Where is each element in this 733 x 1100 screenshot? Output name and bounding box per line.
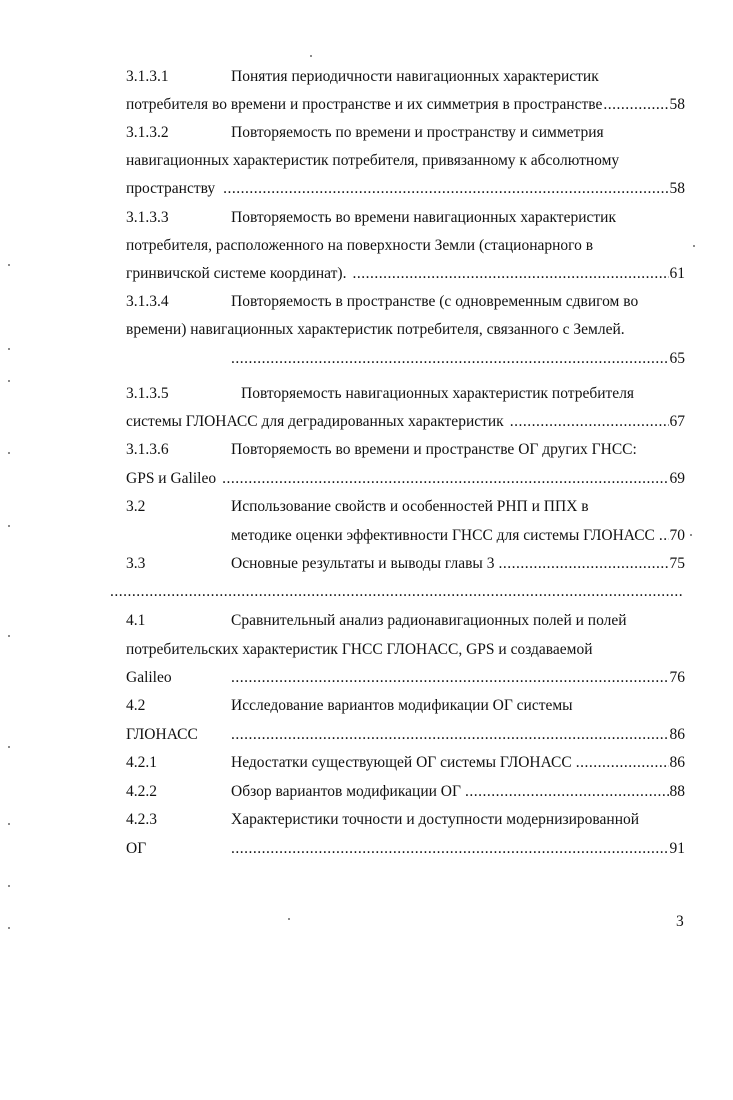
entry-title: Характеристики точности и доступности модернизированной (231, 811, 640, 828)
toc-chapter-4 (108, 582, 685, 602)
leader-dots (498, 554, 668, 574)
toc-entry-3-3-leader (231, 554, 685, 574)
entry-page: 76 (669, 669, 685, 686)
leader-dots (222, 469, 668, 489)
entry-title: Повторяемость в пространстве (с одновременным сдвигом во (231, 293, 639, 310)
leader-dots (110, 582, 684, 602)
entry-number: 4.1 (126, 612, 146, 629)
entry-title: Повторяемость навигационных характеристик потребителя (241, 385, 635, 402)
entry-title: Повторяемость во времени навигационных характеристик (231, 209, 616, 226)
toc-entry-3-1-3-3-leader (126, 264, 685, 284)
leader-dots (576, 753, 669, 773)
entry-number: 3.1.3.3 (126, 209, 169, 226)
scan-speck (8, 635, 10, 637)
scan-speck (8, 452, 10, 454)
toc-entry-3-1-3-2-leader (126, 179, 685, 199)
toc-entry-4-2-leader (231, 725, 685, 745)
entry-number: 4.2 (126, 697, 146, 714)
entry-page: 75 (669, 555, 685, 572)
entry-page: 86 (669, 754, 685, 771)
entry-title-cont: методике оценки эффективности ГНСС для системы ГЛОНАСС (231, 527, 655, 544)
entry-title-cont: потребителя, расположенного на поверхности Земли (стационарного в (126, 237, 594, 254)
leader-dots (231, 349, 669, 369)
entry-title-cont: гринвичской системе координат). (126, 265, 347, 282)
entry-page: 91 (669, 840, 685, 857)
entry-number: 3.1.3.1 (126, 68, 169, 85)
leader-dots (223, 179, 668, 199)
scan-speck (8, 348, 10, 350)
entry-title: Повторяемость во времени и пространстве ОГ других ГНСС: (231, 441, 637, 458)
leader-dots (231, 839, 669, 859)
entry-title-cont: ОГ (126, 840, 147, 857)
entry-page: 70 (669, 527, 685, 544)
entry-number: 3.3 (126, 555, 146, 572)
entry-title: Понятия периодичности навигационных характеристик (231, 68, 599, 85)
entry-title-cont: системы ГЛОНАСС для деградированных характеристик (126, 413, 504, 430)
leader-dots (510, 412, 669, 432)
entry-title: Основные результаты и выводы главы 3 (231, 555, 495, 572)
toc-entry-4-1-leader (231, 668, 685, 688)
scan-speck (310, 55, 312, 57)
leader-dots (231, 668, 669, 688)
scan-speck (690, 534, 692, 536)
scan-speck (8, 380, 10, 382)
entry-title-cont: Galileo (126, 669, 172, 686)
scan-speck (8, 525, 10, 527)
entry-page: 86 (669, 726, 685, 743)
entry-page: 58 (669, 96, 685, 113)
toc-entry-4-2-1-leader (231, 753, 685, 773)
entry-page: 61 (669, 265, 685, 282)
entry-title-cont: времени) навигационных характеристик потребителя, связанного с Землей. (126, 321, 625, 338)
entry-number: 4.2.1 (126, 754, 157, 771)
scan-speck (288, 918, 290, 920)
entry-title: Исследование вариантов модификации ОГ системы (231, 697, 573, 714)
entry-number: 4.2.3 (126, 811, 157, 828)
leader-dots (465, 782, 669, 802)
entry-number: 3.1.3.4 (126, 293, 169, 310)
scan-speck (8, 264, 10, 266)
scan-speck (8, 823, 10, 825)
entry-title-cont: пространству (126, 180, 216, 197)
page-number: 3 (676, 913, 684, 930)
toc-entry-3-1-3-1-leader (126, 95, 685, 115)
entry-number: 3.1.3.6 (126, 441, 169, 458)
scan-speck (8, 927, 10, 929)
entry-title-cont: ГЛОНАСС (126, 726, 198, 743)
leader-dots (603, 95, 668, 115)
toc-entry-3-1-3-5-leader (126, 412, 685, 432)
toc-entry-3-1-3-6-leader (126, 469, 685, 489)
entry-title-cont: потребителя во времени и пространстве и их симметрия в пространстве (126, 96, 603, 113)
entry-title: Использование свойств и особенностей РНП и ППХ в (231, 498, 589, 515)
leader-dots (352, 264, 668, 284)
entry-title-cont: потребительских характеристик ГНСС ГЛОНАСС, GPS и создаваемой (126, 641, 593, 658)
leader-dots (231, 725, 669, 745)
entry-title-cont: навигационных характеристик потребителя, привязанному к абсолютному (126, 152, 620, 169)
entry-title: Повторяемость по времени и пространству и симметрия (231, 124, 604, 141)
entry-page: 88 (669, 783, 685, 800)
toc-entry-3-1-3-4-leader (231, 349, 685, 369)
entry-number: 3.1.3.5 (126, 385, 169, 402)
entry-number: 4.2.2 (126, 783, 157, 800)
entry-title: Недостатки существующей ОГ системы ГЛОНАСС (231, 754, 572, 771)
entry-number: 3.1.3.2 (126, 124, 169, 141)
leader-dots (659, 526, 669, 546)
scan-speck (8, 885, 10, 887)
scan-speck (8, 746, 10, 748)
entry-page: 67 (669, 413, 685, 430)
entry-title-cont: GPS и Galileo (126, 470, 217, 487)
scan-speck (693, 245, 695, 247)
toc-entry-4-2-3-leader (231, 839, 685, 859)
entry-page: 65 (669, 350, 685, 367)
entry-title: Обзор вариантов модификации ОГ (231, 783, 461, 800)
toc-entry-3-2-leader (231, 526, 685, 546)
toc-entry-4-2-2-leader (231, 782, 685, 802)
entry-number: 3.2 (126, 498, 146, 515)
entry-title: Сравнительный анализ радионавигационных полей и полей (231, 612, 627, 629)
entry-page: 58 (669, 180, 685, 197)
entry-page: 69 (669, 470, 685, 487)
